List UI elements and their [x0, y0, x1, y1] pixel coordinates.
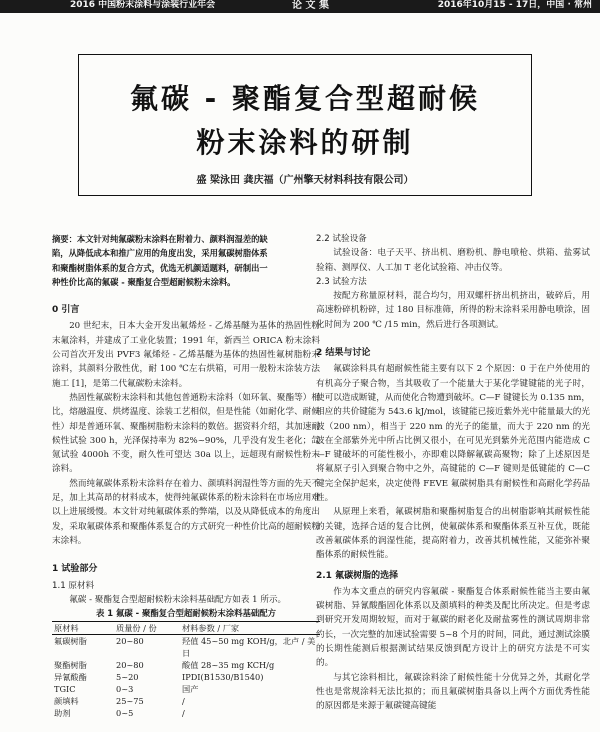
table-cell: 聚酯树脂 — [54, 660, 87, 671]
table-header: 质量份 / 份 — [116, 623, 157, 634]
results-paragraph: 从原理上来看，氟碳树脂和聚酯树脂复合的出树脂影响其耐候性能的关键，选择合适的复合比例，使氟碳体系和聚酯体系互补互优，既能改善氟碳体系的润湿性能，提高附着力，改善其机械性能，又能弥补聚酯体系的耐候性能。 — [316, 507, 590, 561]
paper-title-line2: 粉末涂料的研制 — [196, 126, 414, 159]
equipment-text: 试验设备：电子天平、挤出机、磨粉机、静电喷枪、烘箱、盐雾试验箱、测厚仪、人工加 T 老化试验箱、冲击仪等。 — [316, 248, 590, 273]
results-paragraph: 氟碳涂料具有超耐候性能主要有以下 2 个原因：0 于在户外使用的有机高分子聚合物，当其吸收了一个能量大于某化学键键能的光子时，使可以造成断键，从而使化合物遭到破坏。C—F 键键长为 0.135 nm，相应的共价键能为 543.6 kJ/mol，该键能已接近紫外光中能量最大的光波（200 nm），相当于 220 nm 的光子的能量，而大于 220 nm 的光波在全部紫外光中所占比例又很小，在可见光到紫外光范围内能造成 C—F 键破坏的可能性极小，亦即难以降解氟碳高聚物；除了上述原因是将氟原子引入到聚合物中之外，高键能的 C—F 键则是低键能的 C—C 键完全保护起来，决定使得 FEVE 氟碳树脂具有耐候性和高耐化学药品性。 — [316, 364, 590, 504]
table-cell: 氟碳树脂 — [54, 636, 87, 647]
table-cell: 20~80 — [116, 660, 144, 671]
table-cell: 25~75 — [116, 696, 144, 707]
resin-selection-heading: 2.1 氟碳树脂的选择 — [316, 570, 399, 581]
author-line: 盛 梁泳田 龚庆福（广州擎天材料科技有限公司） — [196, 175, 414, 186]
raw-material-text: 氟碳 - 聚酯复合型超耐候粉末涂料基础配方如表 1 所示。 — [69, 594, 287, 605]
method-text: 按配方称量原材料，混合均匀，用双螺杆挤出机挤出，破碎后，用高速粉碎机粉碎，过 180 目标准筛，所得的粉末涂料采用静电喷涂，固化时间为 200 ℃ /15 min，然后进行各项测试。 — [316, 291, 590, 330]
table-row — [52, 671, 320, 683]
table-cell: / — [182, 708, 185, 719]
method-heading: 2.3 试验方法 — [316, 276, 367, 287]
table-cell: 0~5 — [116, 708, 134, 719]
abstract-line: 和聚酯树脂体系的复合方式，优选无机颜适题料，研制出一 — [52, 262, 268, 273]
abstract — [52, 232, 320, 289]
table-cell: IPDI(B1530/B1540) — [182, 672, 264, 683]
resin-selection-paragraph: 作为本文重点的研究内容氟碳 - 聚酯复合体系耐候性能当主要由氟碳树脂、异氰酸酯固化体系以及颜填料的种类及配比所决定。但是考虑到研究开发周期较短，而对于氟碳的耐老化及耐盐雾性的测试周期非常约长，一次完整的加速试验需要 5~8 个月的时间，同此，通过测试涂膜的长期性能测后根据测试结果反馈到配方设计上的研究方法是不可实的。 — [316, 586, 590, 669]
table-cell: 国产 — [182, 684, 199, 695]
table-cell: 20~80 — [116, 636, 144, 647]
table-cell: 羟值 45~50 mg KOH/g，北卢 / 美日 — [182, 636, 316, 659]
left-column — [52, 232, 320, 719]
table-header: 材料参数 / 厂家 — [182, 623, 240, 634]
table-cell: 酸值 28~35 mg KCH/g — [182, 660, 275, 671]
formula-table — [52, 607, 320, 719]
title-box — [78, 54, 532, 196]
table-cell: 5~20 — [116, 672, 139, 683]
running-head-right: 2016年10月15 - 17日，中国 · 常州 — [437, 0, 592, 10]
intro-heading: 0 引言 — [52, 305, 80, 316]
intro-paragraph: 然而纯氟碳体系粉末涂料存在着力、颜填料润湿性等方面的先天不足，加上其高昂的材料成本，使得纯氟碳体系的粉末涂料在市场应用难以上进展缓慢。本文针对纯氟碳体系的弊端，以及从降低成本的角度出发，采取氟碳体系和聚酯体系复合的方式研究一种性价比高的超耐候粉末涂料。 — [52, 478, 320, 546]
table-cell: TGIC — [54, 684, 76, 695]
table-cell: 颜填料 — [54, 696, 79, 707]
table-cell: / — [182, 696, 185, 707]
right-column — [316, 232, 590, 714]
table-row — [52, 635, 320, 660]
intro-paragraph: 20 世纪末，日本大金开发出氟烯烃 - 乙烯基醚为基体的热固性粉末氟涂料，并建成了工业化装置；1991 年，新西兰 ORICA 粉末涂料公司首次开发出 PVF3 氟烯烃 - 乙烯基醚为基体的热固性氟树脂粉末涂料，其颜料分散性优，耐 100 ℃左右烘箱，可用一般粉末涂装方法施工 [1]，是第二代氟碳粉末涂料。 — [52, 321, 320, 389]
abstract-line: 摘要：本文针对纯氟碳粉末涂料在附着力、颜料润湿差的缺 — [52, 234, 268, 244]
raw-material-heading: 1.1 原材料 — [52, 580, 95, 591]
table-cell: 0~3 — [116, 684, 134, 695]
experiment-heading: 1 试验部分 — [52, 564, 98, 575]
results-heading: 2 结果与讨论 — [316, 348, 371, 359]
paper-title-line1: 氟碳 - 聚酯复合型超耐候 — [129, 82, 481, 115]
table-caption: 表 1 氟碳 - 聚酯复合型超耐候粉末涂料基础配方 — [95, 608, 277, 619]
table-header: 原材料 — [54, 623, 79, 634]
table-cell: 异氰酸酯 — [54, 672, 87, 683]
table-row — [52, 695, 320, 707]
table-row — [52, 659, 320, 671]
table-header-row — [52, 622, 320, 635]
resin-selection-paragraph: 与其它涂料相比，氟碳涂料涂了耐候性能十分优异之外，其耐化学性也是常规涂料无法比拟的；而且氟碳树脂具备以上两个方面优秀性能的原因都是来源于氟碳键高键能 — [316, 672, 590, 712]
equipment-heading: 2.2 试验设备 — [316, 234, 367, 244]
abstract-line: 陷，从降低成本和推广应用的角度出发，采用氟碳树脂体系 — [52, 248, 268, 259]
running-head-center: 论 文 集 — [292, 0, 329, 11]
running-head-left: 2016 中国粉末涂料与涂装行业年会 — [70, 0, 216, 10]
abstract-line: 种性价比高的氟碳 - 聚酯复合型超耐候粉末涂料。 — [52, 276, 236, 287]
running-head — [0, 0, 600, 11]
table-row — [52, 683, 320, 695]
table-row — [52, 707, 320, 719]
intro-paragraph: 热固性氟碳粉末涂料和其他包普通粉末涂料（如环氧、聚酯等）相比，熔融温度、烘烤温度、涂装工艺相似，但是性能（如耐化学、耐候性）却是普通环氧、聚酯树脂粉末涂料的数倍。据资料介绍，其加速耐候性试验 300 h，光泽保持率为 82%~90%，几乎没有发生老化；氙氪试验 4000h 不变，耐久性可望达 30a 以上，远超现有耐候性粉末涂料。 — [52, 392, 320, 475]
table-cell: 助剂 — [54, 708, 71, 719]
